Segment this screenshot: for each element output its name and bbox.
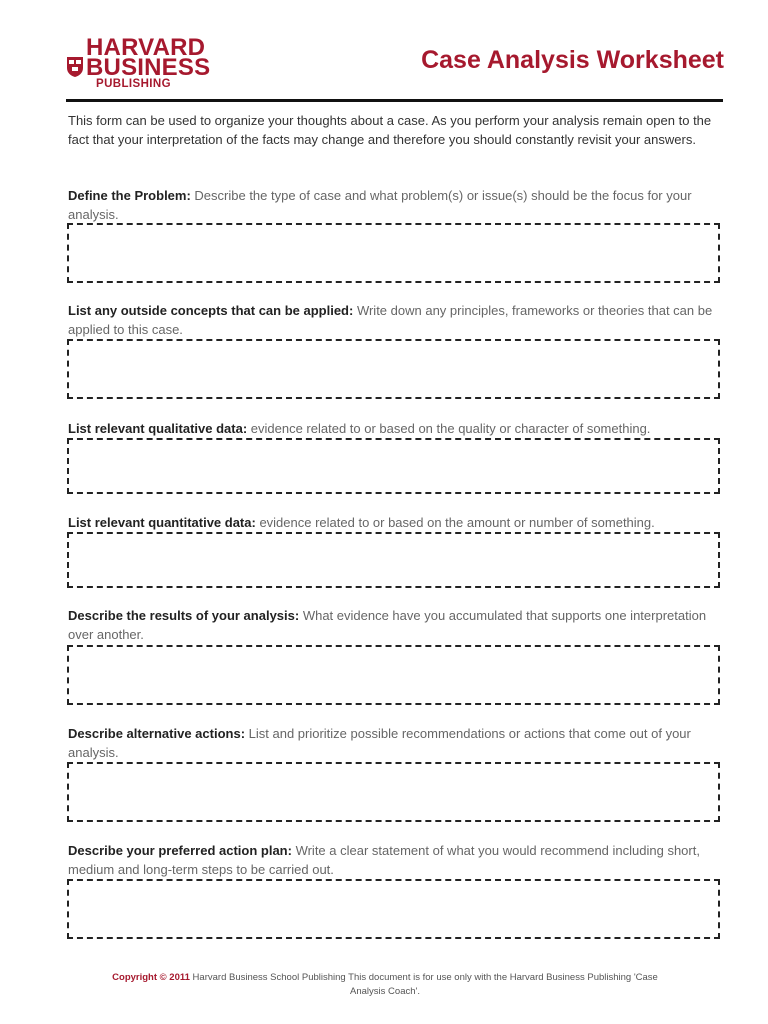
section-qualitative-data bbox=[68, 419, 728, 438]
section-prompt bbox=[68, 841, 728, 879]
document-title: Case Analysis Worksheet bbox=[421, 46, 724, 74]
section-preferred-action-plan bbox=[68, 841, 728, 879]
answer-box-alternative-actions[interactable] bbox=[67, 762, 720, 822]
section-quantitative-data bbox=[68, 513, 728, 532]
section-prompt bbox=[68, 186, 728, 224]
section-description: evidence related to or based on the quality or character of something. bbox=[247, 421, 651, 436]
section-label: List relevant quantitative data: bbox=[68, 515, 256, 530]
section-description: Describe the type of case and what problem(s) or issue(s) should be the focus for your analysis. bbox=[68, 188, 692, 222]
section-label: Describe your preferred action plan: bbox=[68, 843, 292, 858]
section-prompt bbox=[68, 724, 728, 762]
footer-text: Harvard Business School Publishing This document is for use only with the Harvard Business Publishing 'Case Analysis Coach'. bbox=[189, 972, 658, 997]
answer-box-define-problem[interactable] bbox=[67, 223, 720, 283]
section-prompt bbox=[68, 513, 728, 532]
section-prompt bbox=[68, 606, 728, 644]
shield-icon bbox=[66, 56, 84, 78]
section-label: List relevant qualitative data: bbox=[68, 421, 248, 436]
answer-box-quantitative-data[interactable] bbox=[67, 532, 720, 588]
section-description: List and prioritize possible recommendations or actions that come out of your analysis. bbox=[68, 726, 691, 760]
section-description: What evidence have you accumulated that supports one interpretation over another. bbox=[68, 608, 707, 642]
section-prompt bbox=[68, 419, 728, 438]
section-define-problem bbox=[68, 186, 728, 224]
section-description: evidence related to or based on the amount or number of something. bbox=[255, 515, 655, 530]
section-alternative-actions bbox=[68, 724, 728, 762]
section-label: Describe alternative actions: bbox=[68, 726, 246, 741]
section-prompt bbox=[68, 301, 728, 339]
logo-line-3: PUBLISHING bbox=[96, 78, 171, 90]
section-label: Define the Problem: bbox=[68, 188, 191, 203]
logo-line-2: BUSINESS bbox=[86, 54, 211, 81]
header-divider bbox=[66, 99, 723, 102]
section-label: List any outside concepts that can be applied: bbox=[68, 303, 354, 318]
answer-box-preferred-action-plan[interactable] bbox=[67, 879, 720, 939]
section-description: Write down any principles, frameworks or theories that can be applied to this case. bbox=[68, 303, 713, 337]
copyright-label: Copyright © 2011 bbox=[112, 972, 190, 983]
logo-line-1: HARVARD bbox=[86, 34, 206, 61]
section-label: Describe the results of your analysis: bbox=[68, 608, 300, 623]
section-outside-concepts bbox=[68, 301, 728, 339]
answer-box-qualitative-data[interactable] bbox=[67, 438, 720, 494]
answer-box-outside-concepts[interactable] bbox=[67, 339, 720, 399]
intro-paragraph: This form can be used to organize your thoughts about a case. As you perform your analysis remain open to the fact that your interpretation of the facts may change and therefore you should constantly revisit your answers. bbox=[68, 113, 712, 147]
answer-box-analysis-results[interactable] bbox=[67, 645, 720, 705]
copyright-footer bbox=[100, 971, 670, 999]
section-description: Write a clear statement of what you would recommend including short, medium and long-term steps to be carried out. bbox=[68, 843, 700, 877]
harvard-business-publishing-logo bbox=[66, 36, 226, 92]
section-analysis-results bbox=[68, 606, 728, 644]
